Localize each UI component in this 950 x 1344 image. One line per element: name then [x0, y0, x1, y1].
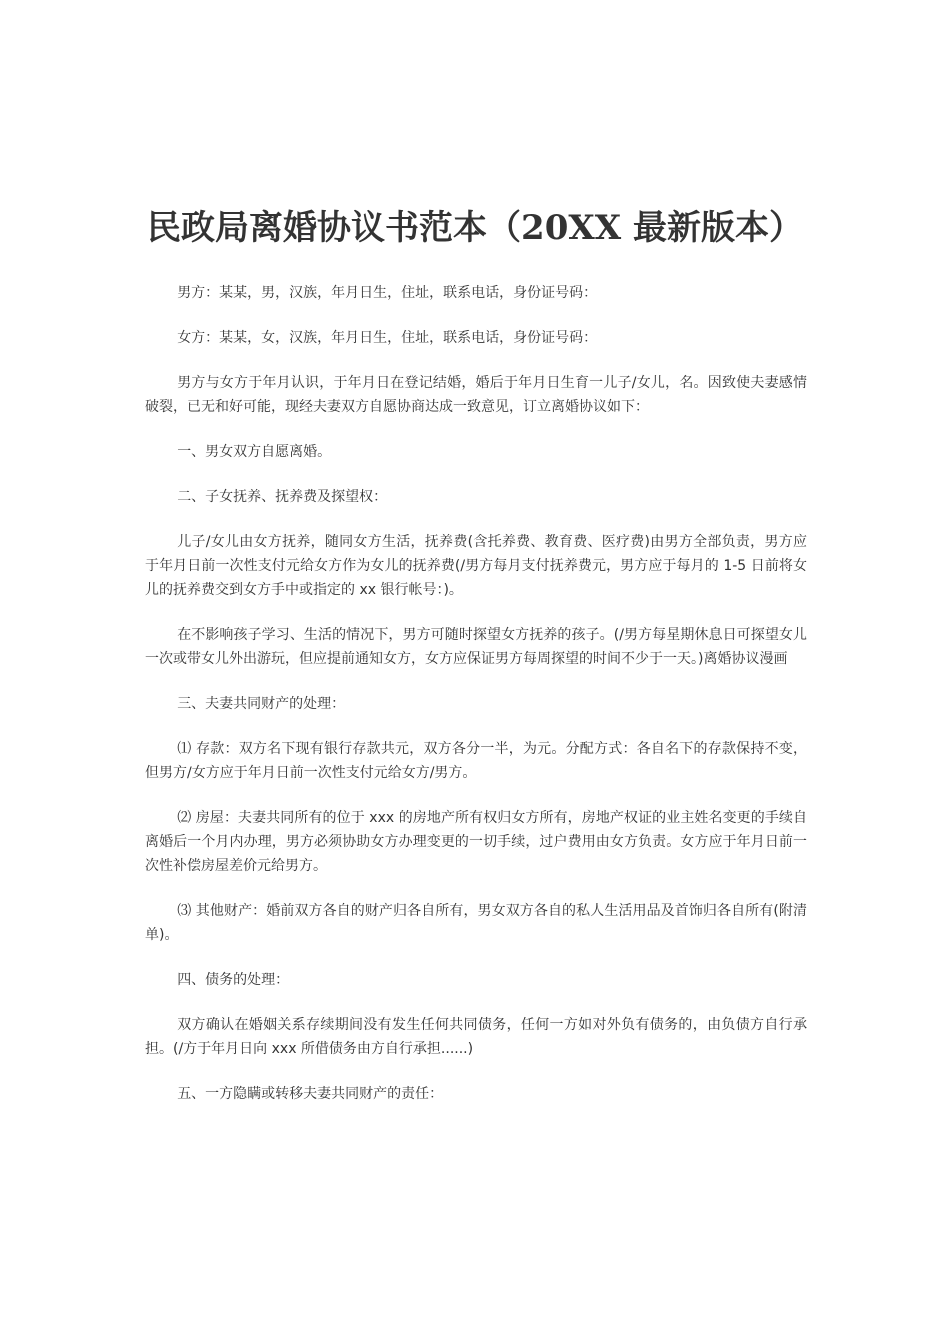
section-heading-3: 三、夫妻共同财产的处理：	[177, 696, 346, 712]
paragraph-deposits: ⑴ 存款：双方名下现有银行存款共元，双方各分一半，为元。分配方式：各自名下的存款保持不变，但男方/女方应于年月日前一次性支付元给女方/男方。	[145, 741, 807, 781]
paragraph-female-party: 女方：某某，女，汉族，年月日生，住址，联系电话，身份证号码：	[177, 330, 598, 346]
paragraph-background: 男方与女方于年月认识，于年月日在登记结婚，婚后于年月日生育一儿子/女儿，名。因致使夫妻感情破裂，已无和好可能，现经夫妻双方自愿协商达成一致意见，订立离婚协议如下：	[145, 375, 807, 415]
section-heading-4: 四、债务的处理：	[177, 972, 290, 988]
paragraph-male-party: 男方：某某，男，汉族，年月日生，住址，联系电话，身份证号码：	[177, 285, 598, 301]
section-heading-5: 五、一方隐瞒或转移夫妻共同财产的责任：	[177, 1086, 444, 1102]
paragraph-debts: 双方确认在婚姻关系存续期间没有发生任何共同债务，任何一方如对外负有债务的，由负债方自行承担。(/方于年月日向 xxx 所借债务由方自行承担......)	[145, 1017, 807, 1057]
paragraph-other-property: ⑶ 其他财产：婚前双方各自的财产归各自所有，男女双方各自的私人生活用品及首饰归各自所有(附清单)。	[145, 903, 807, 943]
section-heading-1: 一、男女双方自愿离婚。	[177, 444, 332, 460]
paragraph-house: ⑵ 房屋：夫妻共同所有的位于 xxx 的房地产所有权归女方所有，房地产权证的业主姓名变更的手续自离婚后一个月内办理，男方必须协助女方办理变更的一切手续，过户费用由女方负责。女方应于年月日前一次性补偿房屋差价元给男方。	[145, 810, 807, 874]
paragraph-visitation: 在不影响孩子学习、生活的情况下，男方可随时探望女方抚养的孩子。(/男方每星期休息日可探望女儿一次或带女儿外出游玩，但应提前通知女方，女方应保证男方每周探望的时间不少于一天。)离婚协议漫画	[145, 627, 807, 667]
paragraph-custody: 儿子/女儿由女方抚养，随同女方生活，抚养费(含托养费、教育费、医疗费)由男方全部负责，男方应于年月日前一次性支付元给女方作为女儿的抚养费(/男方每月支付抚养费元，男方应于每月的 1-5 日前将女儿的抚养费交到女方手中或指定的 xx 银行帐号：)。	[145, 534, 807, 598]
section-heading-2: 二、子女抚养、抚养费及探望权：	[177, 489, 388, 505]
document-body	[145, 281, 807, 1127]
document-title: 民政局离婚协议书范本（20XX 最新版本）	[147, 208, 803, 248]
